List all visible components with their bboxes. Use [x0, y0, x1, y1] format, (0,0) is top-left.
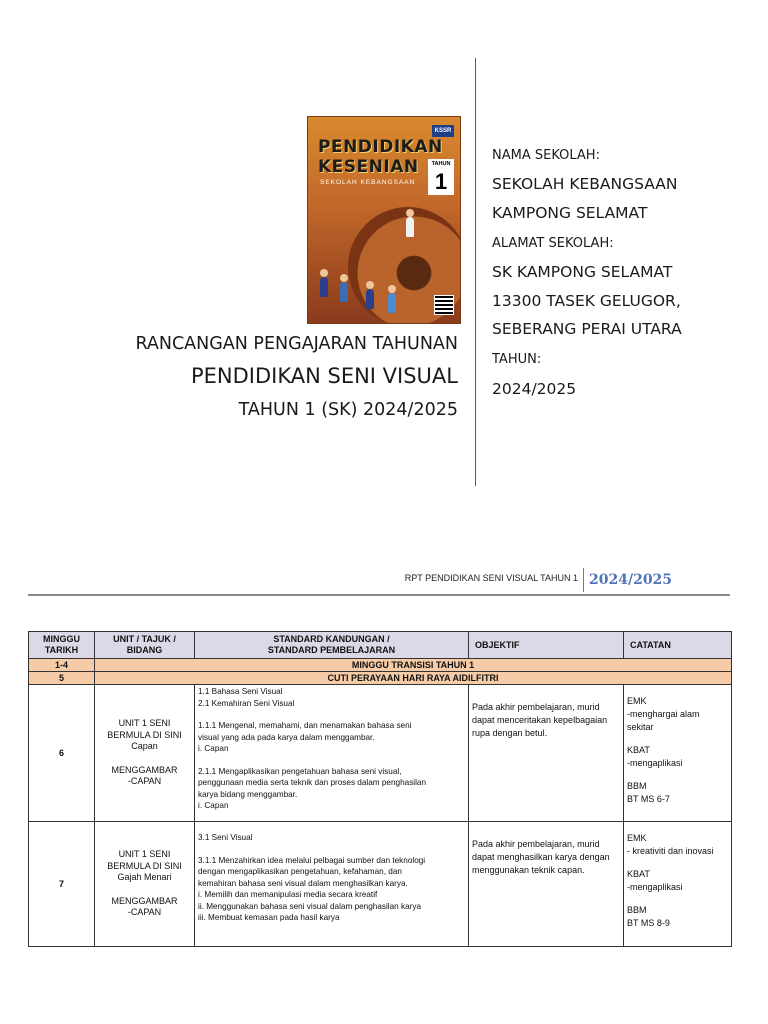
notes-line: KBAT	[627, 869, 650, 879]
table-header-row	[29, 632, 732, 659]
sp-line: penggunaan media serta teknik dan proses dalam penghasilan	[198, 778, 427, 787]
year-label: TAHUN:	[492, 352, 542, 367]
col-header-standard-line2: STANDARD PEMBELAJARAN	[267, 645, 396, 655]
standard-cell	[195, 685, 469, 822]
address-label: ALAMAT SEKOLAH:	[492, 236, 614, 251]
notes-line: BT MS 8-9	[627, 918, 670, 928]
unit-cell	[95, 822, 195, 947]
sp-line: i. Capan	[198, 801, 229, 810]
notes-line: EMK	[627, 696, 647, 706]
unit-topic: Gajah Menari	[117, 872, 172, 883]
year-value: 2024/2025	[492, 380, 577, 398]
band-text: CUTI PERAYAAN HARI RAYA AIDILFITRI	[95, 672, 732, 685]
notes-line: EMK	[627, 833, 647, 843]
unit-line: BERMULA DI SINI	[107, 729, 182, 740]
col-header-unit-line1: UNIT / TAJUK /	[113, 634, 176, 644]
child-figure	[340, 282, 348, 302]
unit-topic: Capan	[131, 741, 158, 752]
week-cell: 5	[29, 672, 95, 685]
page-header-text: RPT PENDIDIKAN SENI VISUAL TAHUN 1	[404, 573, 578, 583]
objective-cell: Pada akhir pembelajaran, murid dapat menghasilkan karya dengan menggunakan teknik capan.	[469, 822, 624, 947]
year-line: TAHUN 1 (SK) 2024/2025	[238, 400, 458, 420]
rpt-table	[28, 631, 732, 947]
book-subtitle: SEKOLAH KEBANGSAAN	[320, 179, 416, 186]
sp-line: visual yang ada pada karya dalam menggambar.	[198, 732, 375, 742]
child-figure	[320, 277, 328, 297]
standard-cell	[195, 822, 469, 947]
col-header-week-line1: MINGGU	[43, 634, 80, 644]
notes-line: -mengaplikasi	[627, 882, 683, 892]
objective-cell: Pada akhir pembelajaran, murid dapat menceritakan kepelbagaian rupa dengan betul.	[469, 685, 624, 822]
unit-field: -CAPAN	[127, 907, 162, 918]
col-header-notes: CATATAN	[624, 632, 732, 659]
col-header-unit-line2: BIDANG	[126, 645, 163, 655]
unit-line: BERMULA DI SINI	[107, 860, 182, 871]
sp-line: ii. Menggunakan bahasa seni visual dalam penghasilan karya	[198, 901, 422, 911]
col-header-objective: OBJEKTIF	[469, 632, 624, 659]
sp-line: 1.1.1 Mengenal, memahami, dan menamakan bahasa seni	[198, 721, 412, 730]
child-figure	[366, 289, 374, 309]
sp-line: 2.1.1 Mengaplikasikan pengetahuan bahasa seni visual,	[198, 766, 402, 776]
sp-line: 3.1.1 Menzahirkan idea melalui pelbagai sumber dan teknologi	[198, 855, 426, 865]
unit-cell	[95, 685, 195, 822]
notes-cell	[624, 685, 732, 822]
week-cell: 1-4	[29, 659, 95, 672]
unit-line: UNIT 1 SENI	[118, 718, 171, 729]
address-line1: SK KAMPONG SELAMAT	[492, 263, 673, 281]
col-header-unit	[95, 632, 195, 659]
col-header-week-line2: TARIKH	[44, 645, 79, 655]
table-row	[29, 822, 732, 947]
book-title-line2: KESENIAN	[318, 157, 419, 177]
school-name-line2: KAMPONG SELAMAT	[492, 204, 648, 222]
rpt-title: RANCANGAN PENGAJARAN TAHUNAN	[135, 334, 458, 354]
col-header-week	[29, 632, 95, 659]
week-cell: 6	[29, 685, 95, 822]
col-header-standard-line1: STANDARD KANDUNGAN /	[273, 634, 390, 644]
week-cell: 7	[29, 822, 95, 947]
notes-cell	[624, 822, 732, 947]
header-separator	[583, 568, 584, 592]
notes-line: BBM	[627, 781, 647, 791]
sk-line: 2.1 Kemahiran Seni Visual	[198, 698, 295, 708]
qr-code-icon	[434, 295, 454, 315]
book-title-line1: PENDIDIKAN	[318, 137, 443, 157]
unit-field: MENGGAMBAR	[111, 764, 178, 775]
cover-divider	[475, 58, 476, 486]
school-label: NAMA SEKOLAH:	[492, 148, 600, 163]
book-tahun-label: TAHUN	[428, 159, 454, 169]
notes-line: BT MS 6-7	[627, 794, 670, 804]
page-header-year: 2024/2025	[589, 572, 673, 588]
sk-line: 1.1 Bahasa Seni Visual	[198, 687, 283, 696]
header-rule	[28, 594, 730, 596]
sk-line: 3.1 Seni Visual	[198, 833, 253, 842]
child-figure	[388, 293, 396, 313]
table-row-transition	[29, 659, 732, 672]
table-row-holiday	[29, 672, 732, 685]
unit-line: UNIT 1 SENI	[118, 849, 171, 860]
sp-line: kemahiran bahasa seni visual dalam menghasilkan karya.	[198, 878, 408, 888]
notes-line: -mengaplikasi	[627, 758, 683, 768]
unit-field: -CAPAN	[127, 776, 162, 787]
notes-line: KBAT	[627, 745, 650, 755]
textbook-cover-image	[307, 116, 461, 324]
sp-line: dengan mengaplikasikan pengetahuan, kefahaman, dan	[198, 867, 402, 876]
school-name-line1: SEKOLAH KEBANGSAAN	[492, 175, 678, 193]
subject-title: PENDIDIKAN SENI VISUAL	[190, 364, 458, 388]
notes-line: -menghargai alam sekitar	[627, 709, 700, 732]
kssr-badge: KSSR	[432, 125, 454, 137]
address-line2: 13300 TASEK GELUGOR,	[492, 292, 681, 310]
sp-line: i. Capan	[198, 744, 229, 753]
child-figure	[406, 217, 414, 237]
table-row	[29, 685, 732, 822]
col-header-standard	[195, 632, 469, 659]
sp-line: iii. Membuat kemasan pada hasil karya	[198, 913, 340, 922]
sp-line: i. Memilih dan memanipulasi media secara kreatif	[198, 890, 378, 899]
band-text: MINGGU TRANSISI TAHUN 1	[95, 659, 732, 672]
sp-line: karya bidang menggambar.	[198, 789, 298, 799]
address-line3: SEBERANG PERAI UTARA	[492, 320, 682, 338]
unit-field: MENGGAMBAR	[111, 895, 178, 906]
notes-line: BBM	[627, 905, 647, 915]
book-tahun-number: 1	[428, 169, 454, 195]
notes-line: - kreativiti dan inovasi	[627, 846, 714, 856]
